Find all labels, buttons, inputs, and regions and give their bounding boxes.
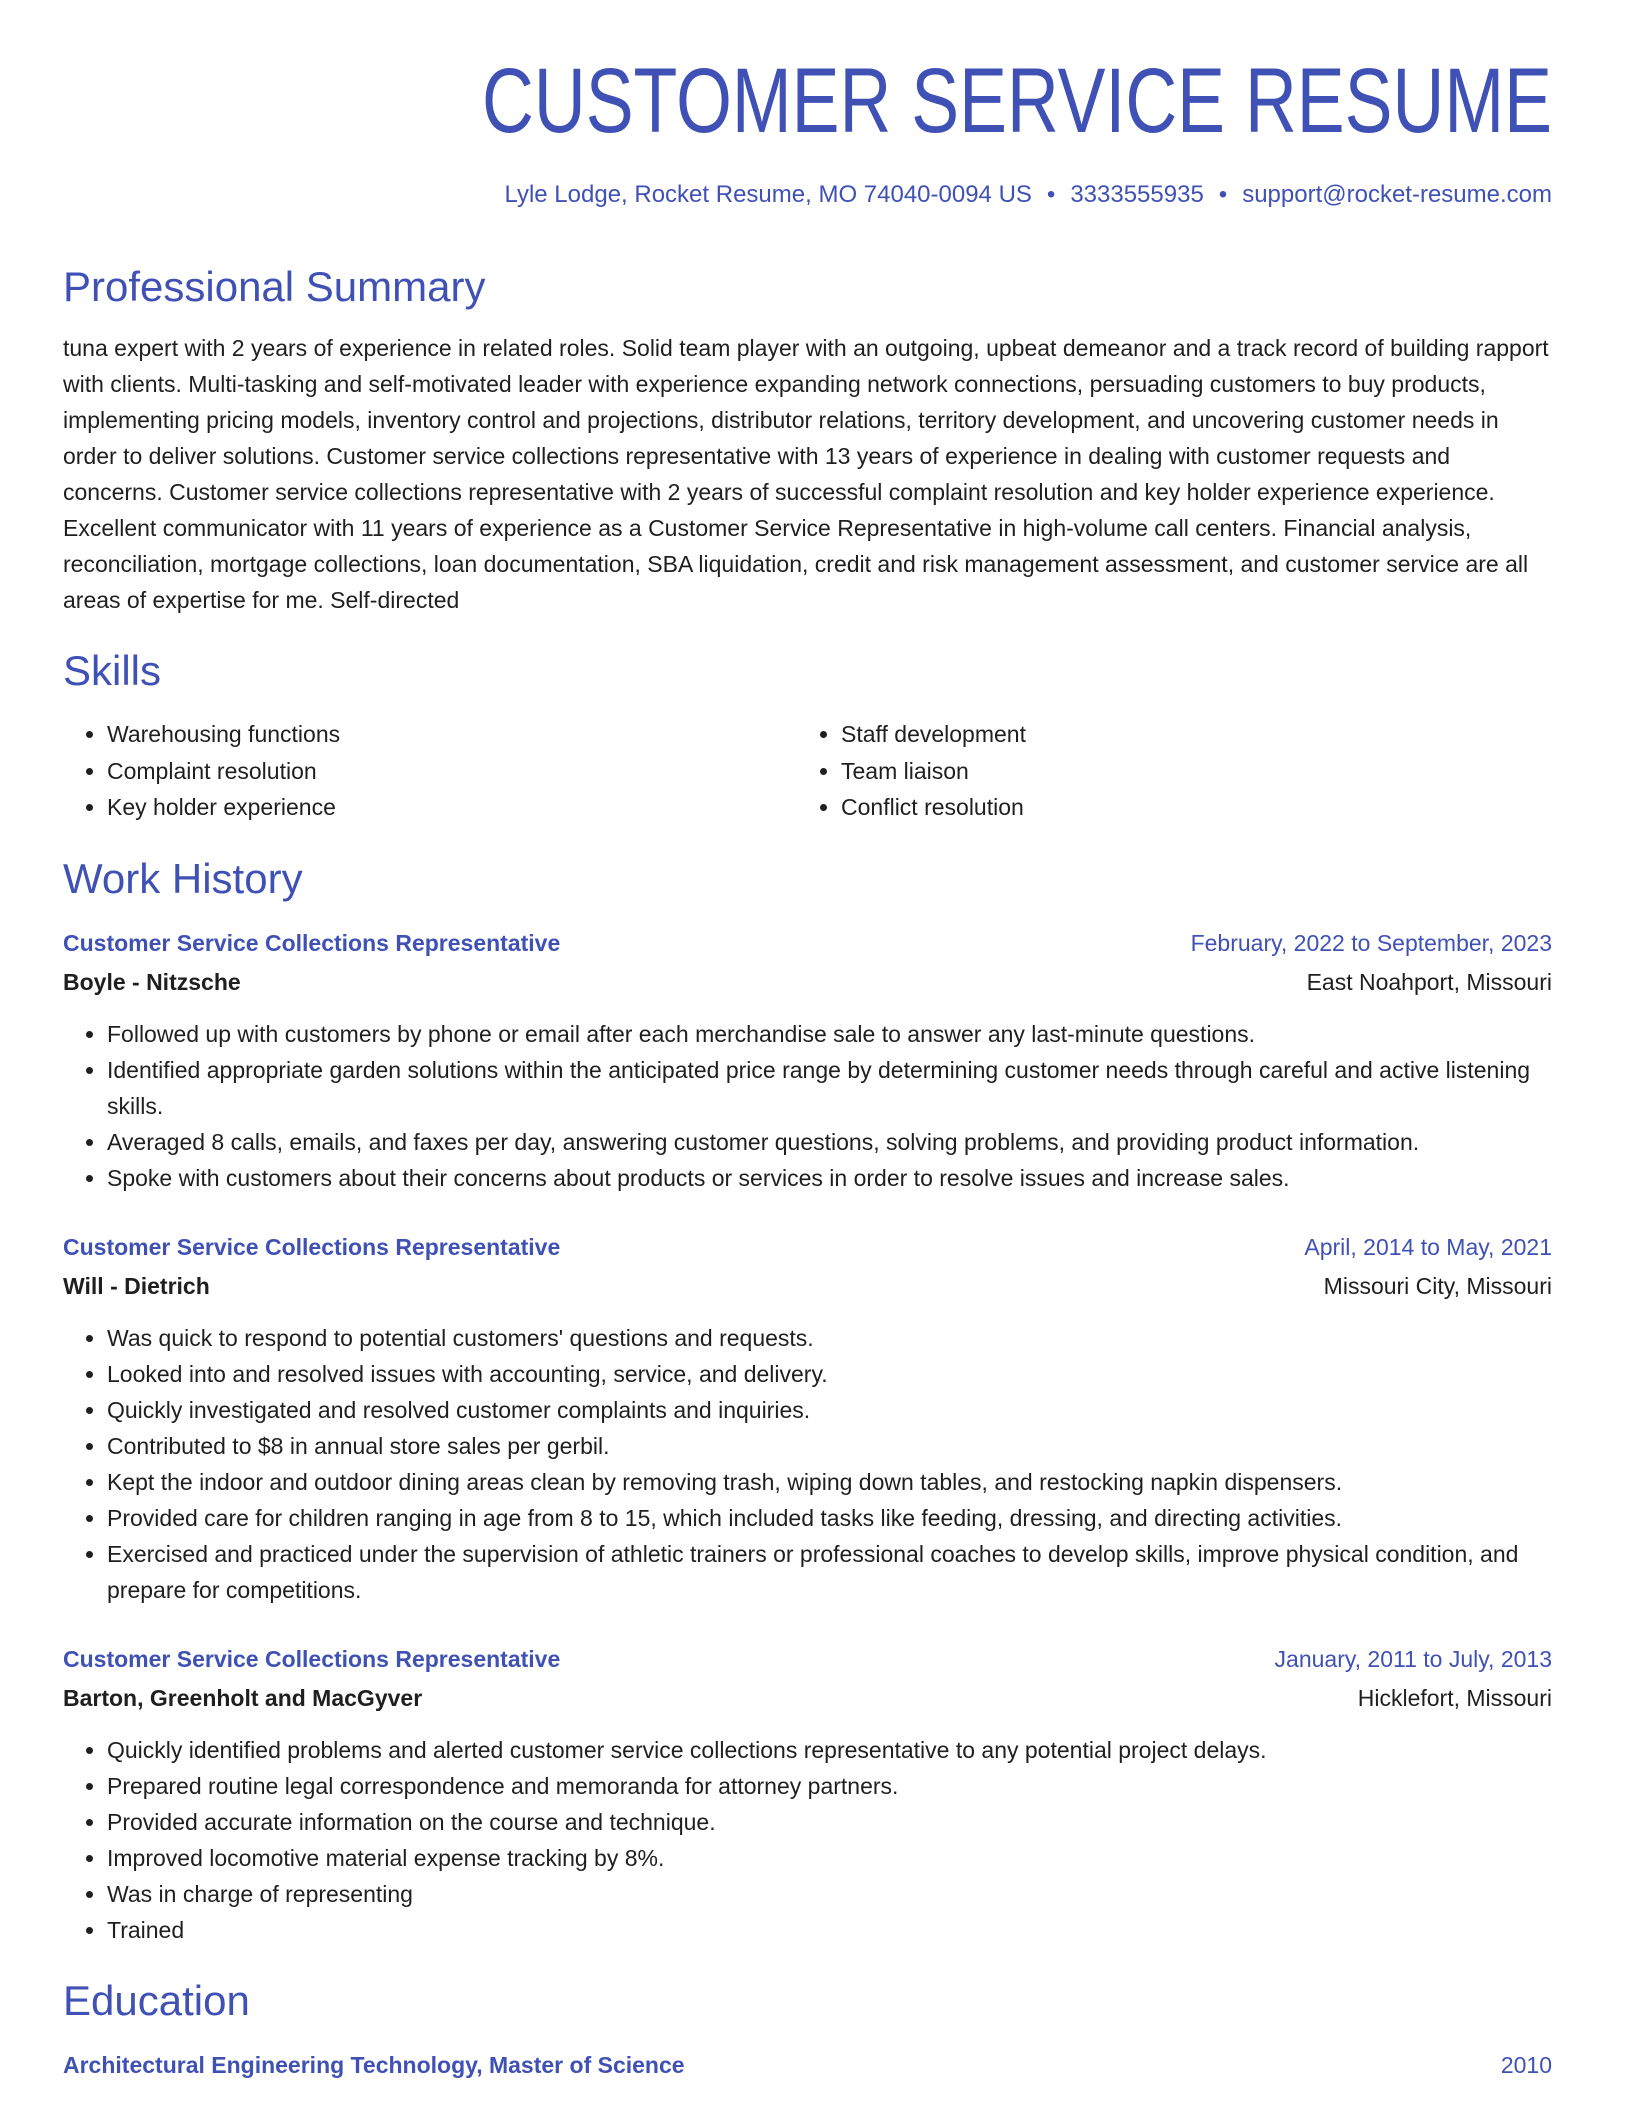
job-header-row (63, 1229, 1552, 1265)
section-heading-summary: Professional Summary (63, 263, 486, 310)
contact-email: support@rocket-resume.com (1242, 181, 1552, 208)
work-history-section (63, 854, 1552, 1948)
job-dates: February, 2022 to September, 2023 (1190, 929, 1552, 956)
job-bullet: • Spoke with customers about their concerns about products or services in order to resolve issues and increase sales. (107, 1160, 1552, 1196)
contact-separator: • (1218, 181, 1228, 208)
contact-separator: • (1046, 181, 1056, 208)
contact-line (63, 180, 1552, 210)
contact-phone: 3333555935 (1070, 181, 1204, 208)
job-header-row (63, 1641, 1552, 1677)
job-bullet: • Provided care for children ranging in age from 8 to 15, which included tasks like feeding, dressing, and directing activities. (107, 1500, 1552, 1536)
job-bullet: • Was in charge of representing (107, 1876, 1552, 1912)
job-company-row (63, 1680, 1552, 1716)
skill-item: • Warehousing functions (107, 716, 797, 753)
contact-address: Lyle Lodge, Rocket Resume, MO 74040-0094 US (504, 181, 1032, 208)
job-entry (63, 1641, 1552, 1948)
job-location: Missouri City, Missouri (1323, 1272, 1552, 1299)
job-bullet: • Improved locomotive material expense tracking by 8%. (107, 1840, 1552, 1876)
job-title: Customer Service Collections Representative (63, 1233, 561, 1260)
job-bullet: • Averaged 8 calls, emails, and faxes per day, answering customer questions, solving problems, and providing product information. (107, 1124, 1552, 1160)
job-entry (63, 925, 1552, 1196)
job-location: East Noahport, Missouri (1306, 968, 1552, 995)
skills-list-left (63, 716, 797, 826)
education-year: 2010 (1500, 2051, 1552, 2078)
job-bullet: • Followed up with customers by phone or email after each merchandise sale to answer any last-minute questions. (107, 1016, 1552, 1052)
summary-section (63, 262, 1552, 618)
skill-item: • Conflict resolution (841, 789, 1552, 826)
job-bullet: • Exercised and practiced under the supervision of athletic trainers or professional coaches to develop skills, improve physical condition, and prepare for competitions. (107, 1536, 1552, 1608)
job-bullet: • Looked into and resolved issues with accounting, service, and delivery. (107, 1356, 1552, 1392)
section-heading-skills: Skills (63, 647, 162, 694)
job-company: Barton, Greenholt and MacGyver (63, 1684, 423, 1711)
job-bullet: • Trained (107, 1912, 1552, 1948)
resume-title: CUSTOMER SERVICE RESUME (482, 50, 1553, 152)
job-entry (63, 1229, 1552, 1608)
skills-list-right (797, 716, 1552, 826)
job-bullet: • Quickly identified problems and alerted customer service collections representative to any potential project delays. (107, 1732, 1552, 1768)
skill-item: • Team liaison (841, 753, 1552, 790)
section-heading-education: Education (63, 1976, 250, 2024)
education-degree: Architectural Engineering Technology, Master of Science (63, 2051, 685, 2078)
job-dates: January, 2011 to July, 2013 (1274, 1645, 1552, 1672)
education-entry (63, 2047, 1552, 2083)
job-bullets (63, 1732, 1552, 1948)
job-company-row (63, 1268, 1552, 1304)
education-section (63, 1976, 1552, 2083)
resume-header (63, 50, 1553, 210)
job-company: Will - Dietrich (63, 1272, 210, 1299)
job-bullet: • Provided accurate information on the course and technique. (107, 1804, 1552, 1840)
job-bullet: • Contributed to $8 in annual store sales per gerbil. (107, 1428, 1552, 1464)
skill-item: • Complaint resolution (107, 753, 797, 790)
job-title: Customer Service Collections Representative (63, 929, 561, 956)
job-bullet: • Kept the indoor and outdoor dining areas clean by removing trash, wiping down tables, and restocking napkin dispensers. (107, 1464, 1552, 1500)
job-dates: April, 2014 to May, 2021 (1304, 1233, 1552, 1260)
summary-text: tuna expert with 2 years of experience in related roles. Solid team player with an outgoing, upbeat demeanor and a track record of building rapport with clients. Multi-tasking and self-motivated leader with experience expanding network connections, persuading customers to buy products, implementing pricing models, inventory control and projections, distributor relations, territory development, and uncovering customer needs in order to deliver solutions. Customer service collections representative with 13 years of experience in dealing with customer requests and concerns. Customer service collections representative with 2 years of successful complaint resolution and key holder experience experience. Excellent communicator with 11 years of experience as a Customer Service Representative in high-volume call centers. Financial analysis, reconciliation, mortgage collections, loan documentation, SBA liquidation, credit and risk management assessment, and customer service are all areas of expertise for me. Self-directed (63, 335, 1549, 613)
skills-section (63, 646, 1552, 826)
job-bullet: • Identified appropriate garden solutions within the anticipated price range by determining customer needs through careful and active listening skills. (107, 1052, 1552, 1124)
job-company-row (63, 964, 1552, 1000)
job-title: Customer Service Collections Representative (63, 1645, 561, 1672)
job-bullet: • Was quick to respond to potential customers' questions and requests. (107, 1320, 1552, 1356)
job-header-row (63, 925, 1552, 961)
job-bullet: • Quickly investigated and resolved customer complaints and inquiries. (107, 1392, 1552, 1428)
job-bullets (63, 1016, 1552, 1196)
job-location: Hicklefort, Missouri (1357, 1684, 1552, 1711)
job-bullets (63, 1320, 1552, 1608)
skill-item: • Key holder experience (107, 789, 797, 826)
job-company: Boyle - Nitzsche (63, 968, 241, 995)
skill-item: • Staff development (841, 716, 1552, 753)
section-heading-work-history: Work History (63, 854, 303, 902)
job-bullet: • Prepared routine legal correspondence and memoranda for attorney partners. (107, 1768, 1552, 1804)
skills-grid (63, 716, 1552, 826)
